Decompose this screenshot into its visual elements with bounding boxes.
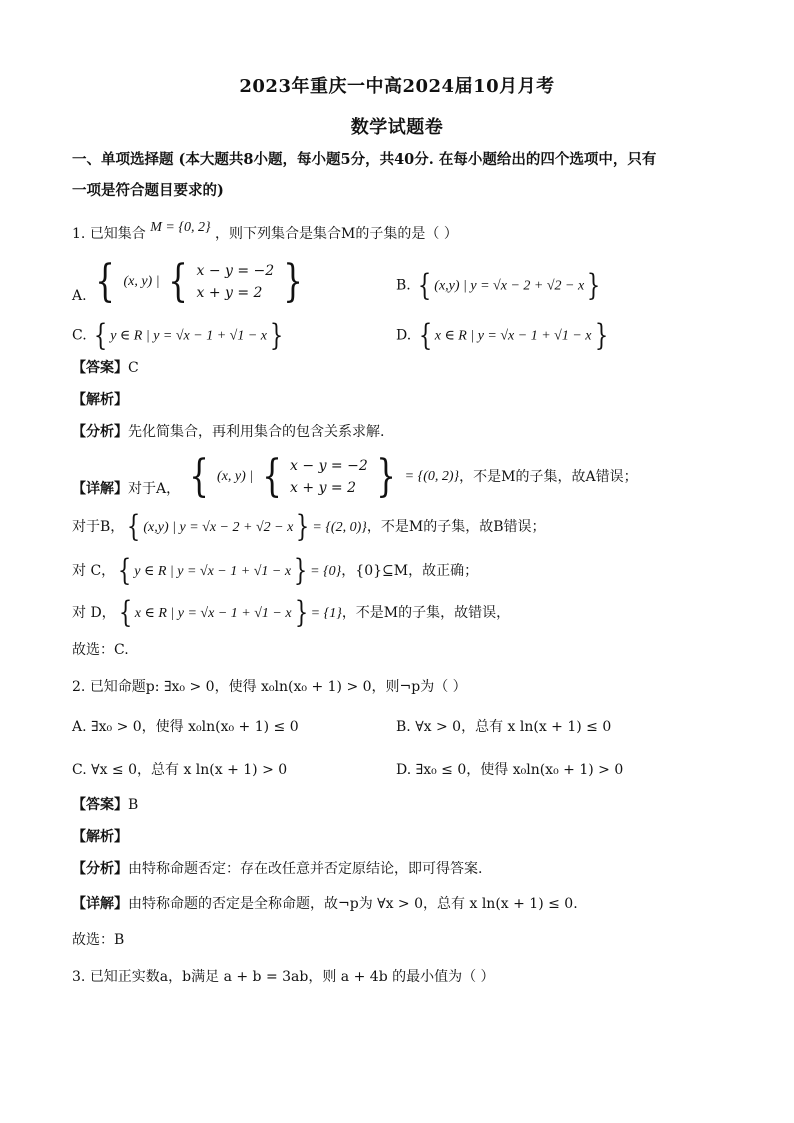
q2-fenxi-tag: 【分析】 xyxy=(72,861,128,877)
q2-detail xyxy=(72,894,732,914)
q1-fenxi-tag: 【分析】 xyxy=(72,424,128,440)
q1-fenxi xyxy=(72,422,732,442)
q1-option-a-system xyxy=(196,260,274,304)
q1-option-a-row2: x + y = 2 xyxy=(196,284,263,301)
q1-option-d-body: x ∈ R | y = √x − 1 + √1 − x xyxy=(434,328,592,344)
q1-option-b-body: (x,y) | y = √x − 2 + √2 − x xyxy=(434,278,585,294)
q2-choose: 故选：B xyxy=(72,932,125,948)
q1-choose: 故选：C. xyxy=(72,642,129,658)
q2-answer-tag: 【答案】 xyxy=(72,797,128,813)
q1-detail-c-body: y ∈ R | y = √x − 1 + √1 − x xyxy=(134,564,292,579)
q1-option-a: A. { (x, y) | { x − y = −2 x + y = 2 } xyxy=(72,256,303,307)
q1-option-d-label: D. xyxy=(396,327,412,344)
q1-option-a-row1: x − y = −2 xyxy=(196,262,275,279)
q2-detail-tag: 【详解】 xyxy=(72,896,128,912)
q1-option-c: C. { y ∈ R | y = √x − 1 + √1 − x} xyxy=(72,318,284,353)
q2-analysis xyxy=(72,827,732,847)
exam-subtitle: 数学试题卷 xyxy=(350,117,444,138)
q1-suffix: ，则下列集合是集合M的子集的是（ ） xyxy=(215,226,458,242)
q1-detail-a-row2: x + y = 2 xyxy=(290,480,357,496)
q1-option-c-body: y ∈ R | y = √x − 1 + √1 − x xyxy=(110,328,267,344)
q2-stem-text: 已知命题p: ∃x₀ > 0，使得 x₀ln(x₀ + 1) > 0，则¬p为（ ） xyxy=(89,679,467,695)
q2-answer xyxy=(72,795,732,815)
q1-stem xyxy=(72,220,732,245)
q1-option-d: D. { x ∈ R | y = √x − 1 + √1 − x} xyxy=(396,318,608,353)
q1-detail-d-post: ，不是M的子集，故错误， xyxy=(341,605,511,621)
q1-prefix: 已知集合 xyxy=(89,226,146,242)
q1-number: 1. xyxy=(72,226,86,242)
q2-fenxi xyxy=(72,859,732,879)
q1-detail-a-pre: 对于A， xyxy=(128,481,181,497)
q1-detail-c-post: ，{0}⊆M，故正确； xyxy=(341,563,479,579)
section-heading-line1: 一、单项选择题 (本大题共8小题，每小题5分，共40分. 在每小题给出的四个选项中，只有 xyxy=(72,151,657,168)
exam-title: 2023年重庆一中高2024届10月月考 xyxy=(239,76,555,97)
q1-option-a-label: A. xyxy=(72,287,87,304)
q1-detail-d-eq: = {1} xyxy=(310,606,342,621)
q1-answer-tag: 【答案】 xyxy=(72,360,128,376)
q2-option-d: D. ∃x₀ ≤ 0，使得 x₀ln(x₀ + 1) > 0 xyxy=(396,762,624,778)
q1-detail-a-system xyxy=(290,455,368,499)
q1-option-b: B. { (x,y) | y = √x − 2 + √2 − x} xyxy=(396,268,601,303)
q1-detail-d-pre: 对 D， xyxy=(72,605,116,621)
q1-analysis-tag: 【解析】 xyxy=(72,392,128,408)
q1-detail-b-body: (x,y) | y = √x − 2 + √2 − x xyxy=(143,520,294,535)
q2-number: 2. xyxy=(72,679,86,695)
q1-set-m: M = {0, 2} xyxy=(150,220,211,235)
q1-detail-d: 对 D，{ x ∈ R | y = √x − 1 + √1 − x} = {1}，不是M的子集，故错误， xyxy=(72,595,511,630)
q1-detail-b-post: ，不是M的子集，故B错误； xyxy=(366,519,546,535)
q3-stem xyxy=(72,967,732,987)
section-heading-line2: 一项是符合题目要求的) xyxy=(72,182,224,199)
q1-option-b-label: B. xyxy=(396,277,411,294)
q1-detail-a-row1: x − y = −2 xyxy=(290,458,368,474)
q1-detail-d-body: x ∈ R | y = √x − 1 + √1 − x xyxy=(134,606,292,621)
q1-answer xyxy=(72,358,732,378)
q1-option-a-pre: (x, y) | xyxy=(123,273,160,289)
q1-detail-b-pre: 对于B， xyxy=(72,519,125,535)
q1-detail-b-eq: = {(2, 0)} xyxy=(312,520,367,535)
q3-stem-text: 已知正实数a，b满足 a + b = 3ab，则 a + 4b 的最小值为（ ） xyxy=(89,969,495,985)
q2-option-a: A. ∃x₀ > 0，使得 x₀ln(x₀ + 1) ≤ 0 xyxy=(72,719,299,735)
q1-detail-c: 对 C，{ y ∈ R | y = √x − 1 + √1 − x} = {0}，{0}⊆M，故正确； xyxy=(72,553,479,588)
q1-detail-c-pre: 对 C， xyxy=(72,563,116,579)
q2-option-b: B. ∀x > 0，总有 x ln(x + 1) ≤ 0 xyxy=(396,719,612,735)
q2-answer-value: B xyxy=(128,797,139,813)
q2-stem xyxy=(72,677,732,697)
q1-detail-a-post: ，不是M的子集，故A错误； xyxy=(459,469,638,485)
q1-detail-a-setpre: (x, y) | xyxy=(217,469,254,484)
q1-detail-b: 对于B，{ (x,y) | y = √x − 2 + √2 − x} = {(2, 0)}，不是M的子集，故B错误； xyxy=(72,509,546,544)
q2-fenxi-text: 由特称命题否定：存在改任意并否定原结论，即可得答案. xyxy=(128,861,483,877)
q1-detail-a: 【详解】对于A， { (x, y) | { x − y = −2 x + y = 2 } = {(0, 2)}，不是M的子集，故A错误； xyxy=(72,451,638,502)
q1-analysis xyxy=(72,390,732,410)
q2-option-c: C. ∀x ≤ 0，总有 x ln(x + 1) > 0 xyxy=(72,762,288,778)
q1-option-c-label: C. xyxy=(72,327,87,344)
q1-detail-a-eq: = {(0, 2)} xyxy=(404,469,460,484)
q1-detail-c-eq: = {0} xyxy=(310,564,342,579)
q3-number: 3. xyxy=(72,969,86,985)
q1-answer-value: C xyxy=(128,360,139,376)
q1-fenxi-text: 先化简集合，再利用集合的包含关系求解. xyxy=(128,424,385,440)
q2-analysis-tag: 【解析】 xyxy=(72,829,128,845)
q2-detail-text: 由特称命题的否定是全称命题，故¬p为 ∀x > 0，总有 x ln(x + 1) ≤ 0. xyxy=(128,896,578,912)
q1-detail-tag: 【详解】 xyxy=(72,481,128,497)
